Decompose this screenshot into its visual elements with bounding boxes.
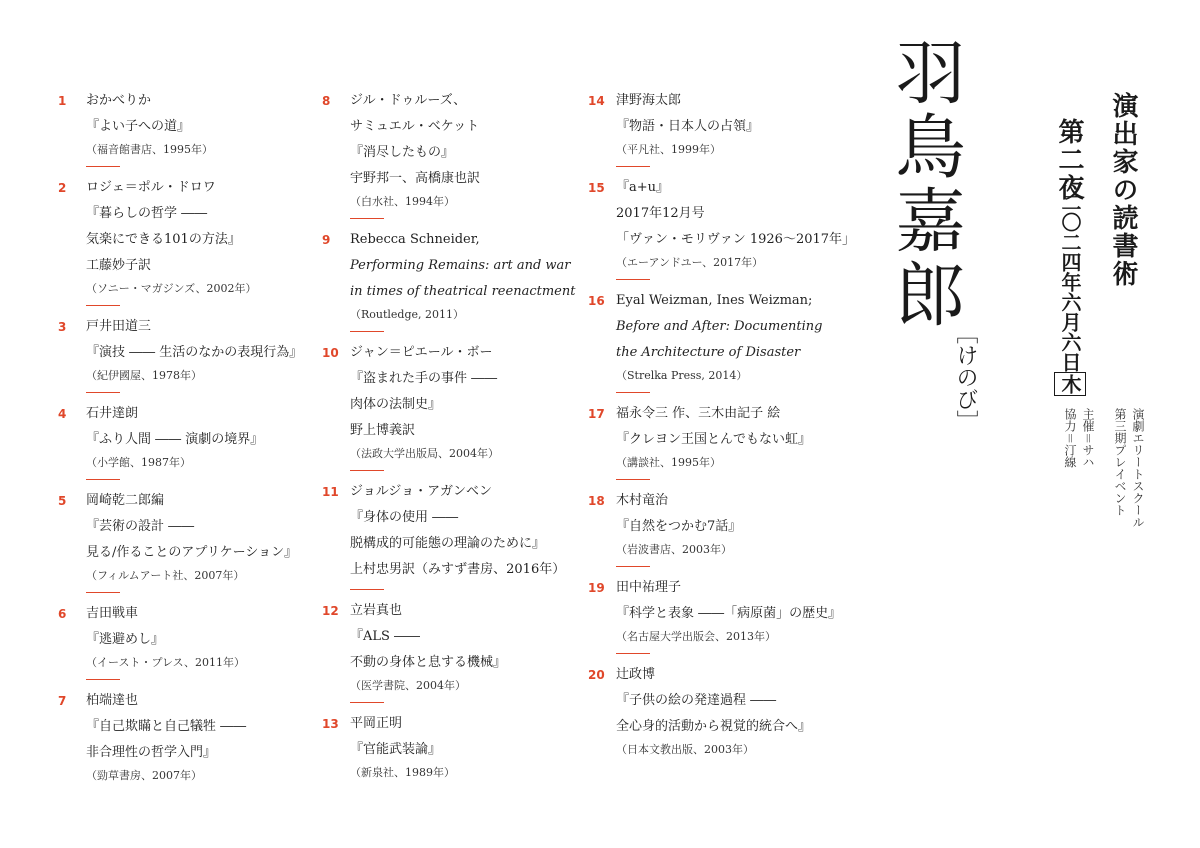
book-number: 17 (588, 407, 605, 421)
book-number: 8 (322, 94, 331, 108)
book-line: Before and After: Documenting (616, 319, 823, 334)
book-entry (58, 175, 308, 306)
book-line: ジャン＝ピエール・ボー (350, 345, 493, 360)
book-line: 岡崎乾二郎編 (86, 493, 165, 508)
program-line-1: 演劇エリートスクール (1131, 408, 1145, 528)
entry-divider (616, 279, 650, 280)
book-entry (588, 662, 838, 760)
book-publisher: （イースト・プレス、2011年） (86, 656, 246, 669)
book-entry (58, 488, 308, 593)
book-line: 福永令三 作、三木由記子 絵 (616, 406, 781, 421)
book-line: ジョルジョ・アガンベン (350, 484, 493, 499)
book-line: 『クレヨン王国とんでもない虹』 (616, 432, 812, 447)
book-number: 6 (58, 607, 67, 621)
book-number: 12 (322, 604, 339, 618)
book-entry (322, 598, 572, 703)
book-number: 11 (322, 485, 339, 499)
book-entry (58, 88, 308, 167)
book-entry (322, 479, 572, 590)
book-line: 肉体の法制史』 (350, 397, 442, 412)
book-publisher: （医学書院、2004年） (350, 679, 466, 692)
book-entry (322, 227, 576, 332)
book-entry (588, 488, 838, 567)
book-publisher: （日本文教出版、2003年） (616, 743, 754, 756)
entry-divider (86, 392, 120, 393)
program-line-2: 第三期プレイベント (1113, 408, 1127, 516)
book-line: 戸井田道三 (86, 319, 152, 334)
book-publisher: （講談社、1995年） (616, 456, 721, 469)
entry-divider (616, 653, 650, 654)
book-number: 13 (322, 717, 339, 731)
speaker-name-reading: ［けのび］ (953, 322, 978, 432)
book-line: 津野海太郎 (616, 93, 682, 108)
book-line: ロジェ＝ポル・ドロワ (86, 180, 216, 195)
book-publisher: （平凡社、1999年） (616, 143, 721, 156)
entry-divider (616, 566, 650, 567)
book-number: 19 (588, 581, 605, 595)
book-publisher: （ソニー・マガジンズ、2002年） (86, 282, 257, 295)
book-line: 田中祐理子 (616, 580, 682, 595)
entry-divider (350, 589, 384, 590)
book-publisher: （新泉社、1989年） (350, 766, 455, 779)
event-date (1054, 192, 1086, 396)
book-number: 10 (322, 346, 339, 360)
book-line: 平岡正明 (350, 716, 403, 731)
book-line: 『逃避めし』 (86, 632, 165, 647)
book-line: Eyal Weizman, Ines Weizman; (616, 293, 813, 308)
book-line: 『官能武装論』 (350, 742, 442, 757)
book-line: 柏端達也 (86, 693, 139, 708)
book-line: 『科学と表象 ――「病原菌」の歴史』 (616, 606, 842, 621)
book-number: 5 (58, 494, 67, 508)
book-number: 3 (58, 320, 67, 334)
book-number: 15 (588, 181, 605, 195)
book-line: 不動の身体と息する機械』 (350, 655, 507, 670)
book-line: in times of theatrical reenactment (350, 284, 576, 299)
book-number: 1 (58, 94, 67, 108)
book-list-column-3 (588, 88, 856, 768)
event-night: 第二夜 (1054, 118, 1084, 202)
book-entry (588, 175, 856, 280)
book-publisher: （福音館書店、1995年） (86, 143, 213, 156)
book-line: 2017年12月号 (616, 206, 705, 221)
book-line: 脱構成的可能態の理論のために』 (350, 536, 546, 551)
book-line: 『演技 ―― 生活のなかの表現行為』 (86, 345, 303, 360)
book-entry (322, 711, 572, 783)
entry-divider (350, 218, 384, 219)
book-line: 宇野邦一、高橋康也訳 (350, 171, 481, 186)
entry-divider (616, 166, 650, 167)
organizer-credit: 主催＝サハ (1081, 408, 1095, 468)
book-entry (588, 288, 838, 393)
book-publisher: （Strelka Press, 2014） (616, 369, 748, 382)
book-publisher: （エーアンドユー、2017年） (616, 256, 764, 269)
book-line: 立岩真也 (350, 603, 403, 618)
entry-divider (616, 392, 650, 393)
entry-divider (86, 479, 120, 480)
book-line: 辻政博 (616, 667, 656, 682)
book-entry (58, 401, 308, 480)
book-entry (58, 601, 308, 680)
book-publisher: （小学館、1987年） (86, 456, 191, 469)
event-date-text: 二〇二四年六月六日 (1058, 192, 1082, 372)
book-publisher: （岩波書店、2003年） (616, 543, 732, 556)
book-line: 『自然をつかむ7話』 (616, 519, 742, 534)
book-line: 石井達朗 (86, 406, 139, 421)
book-publisher: （名古屋大学出版会、2013年） (616, 630, 776, 643)
book-line: Performing Remains: art and war (350, 258, 571, 273)
book-line: 『ALS ―― (350, 629, 421, 644)
book-line: 『a+u』 (616, 180, 670, 195)
book-line: 工藤妙子訳 (86, 258, 152, 273)
book-line: 野上博義訳 (350, 423, 416, 438)
book-number: 7 (58, 694, 67, 708)
entry-divider (350, 470, 384, 471)
book-line: 気楽にできる101の方法』 (86, 232, 241, 247)
entry-divider (350, 331, 384, 332)
cooperation-credit: 協力＝汀線 (1063, 408, 1077, 468)
book-line: 「ヴァン・モリヴァン 1926〜2017年」 (616, 232, 856, 247)
book-entry (58, 688, 308, 786)
book-list-column-2 (322, 88, 576, 791)
book-list-column-1 (58, 88, 308, 794)
book-publisher: （白水社、1994年） (350, 195, 455, 208)
book-line: Rebecca Schneider, (350, 232, 480, 247)
book-line: 吉田戦車 (86, 606, 139, 621)
book-publisher: （Routledge, 2011） (350, 308, 465, 321)
book-line: 『物語・日本人の占領』 (616, 119, 760, 134)
entry-divider (350, 702, 384, 703)
book-line: the Architecture of Disaster (616, 345, 801, 360)
series-title: 演出家の読書術 (1108, 92, 1138, 288)
book-line: 木村竜治 (616, 493, 669, 508)
book-line: サミュエル・ベケット (350, 119, 480, 134)
book-number: 18 (588, 494, 605, 508)
book-line: 上村忠男訳（みすず書房、2016年） (350, 562, 566, 577)
book-publisher: （紀伊國屋、1978年） (86, 369, 202, 382)
book-entry (588, 401, 838, 480)
event-weekday: 木 (1054, 372, 1086, 396)
book-line: 『身体の使用 ―― (350, 510, 459, 525)
book-line: 見る/作ることのアプリケーション』 (86, 545, 298, 560)
book-publisher: （勁草書房、2007年） (86, 769, 202, 782)
book-entry (322, 340, 572, 471)
book-line: 『ふり人間 ―― 演劇の境界』 (86, 432, 264, 447)
book-entry (588, 575, 842, 654)
book-publisher: （法政大学出版局、2004年） (350, 447, 499, 460)
speaker-name: 羽鳥嘉郎 (884, 36, 966, 332)
book-entry (322, 88, 572, 219)
book-line: 『消尽したもの』 (350, 145, 455, 160)
entry-divider (616, 479, 650, 480)
book-line: 『暮らしの哲学 ―― (86, 206, 208, 221)
book-entry (588, 88, 838, 167)
book-line: 非合理性の哲学入門』 (86, 745, 217, 760)
book-publisher: （フィルムアート社、2007年） (86, 569, 245, 582)
entry-divider (86, 166, 120, 167)
entry-divider (86, 679, 120, 680)
book-line: 『子供の絵の発達過程 ―― (616, 693, 777, 708)
book-entry (58, 314, 308, 393)
book-number: 14 (588, 94, 605, 108)
book-number: 2 (58, 181, 67, 195)
book-line: おかべりか (86, 93, 152, 108)
book-number: 4 (58, 407, 67, 421)
book-line: 全心身的活動から視覚的統合へ』 (616, 719, 812, 734)
book-line: ジル・ドゥルーズ、 (350, 93, 467, 108)
book-line: 『芸術の設計 ―― (86, 519, 195, 534)
book-line: 『よい子への道』 (86, 119, 191, 134)
entry-divider (86, 305, 120, 306)
book-line: 『自己欺瞞と自己犠牲 ―― (86, 719, 247, 734)
book-number: 20 (588, 668, 605, 682)
book-number: 16 (588, 294, 605, 308)
entry-divider (86, 592, 120, 593)
book-line: 『盗まれた手の事件 ―― (350, 371, 498, 386)
book-number: 9 (322, 233, 331, 247)
